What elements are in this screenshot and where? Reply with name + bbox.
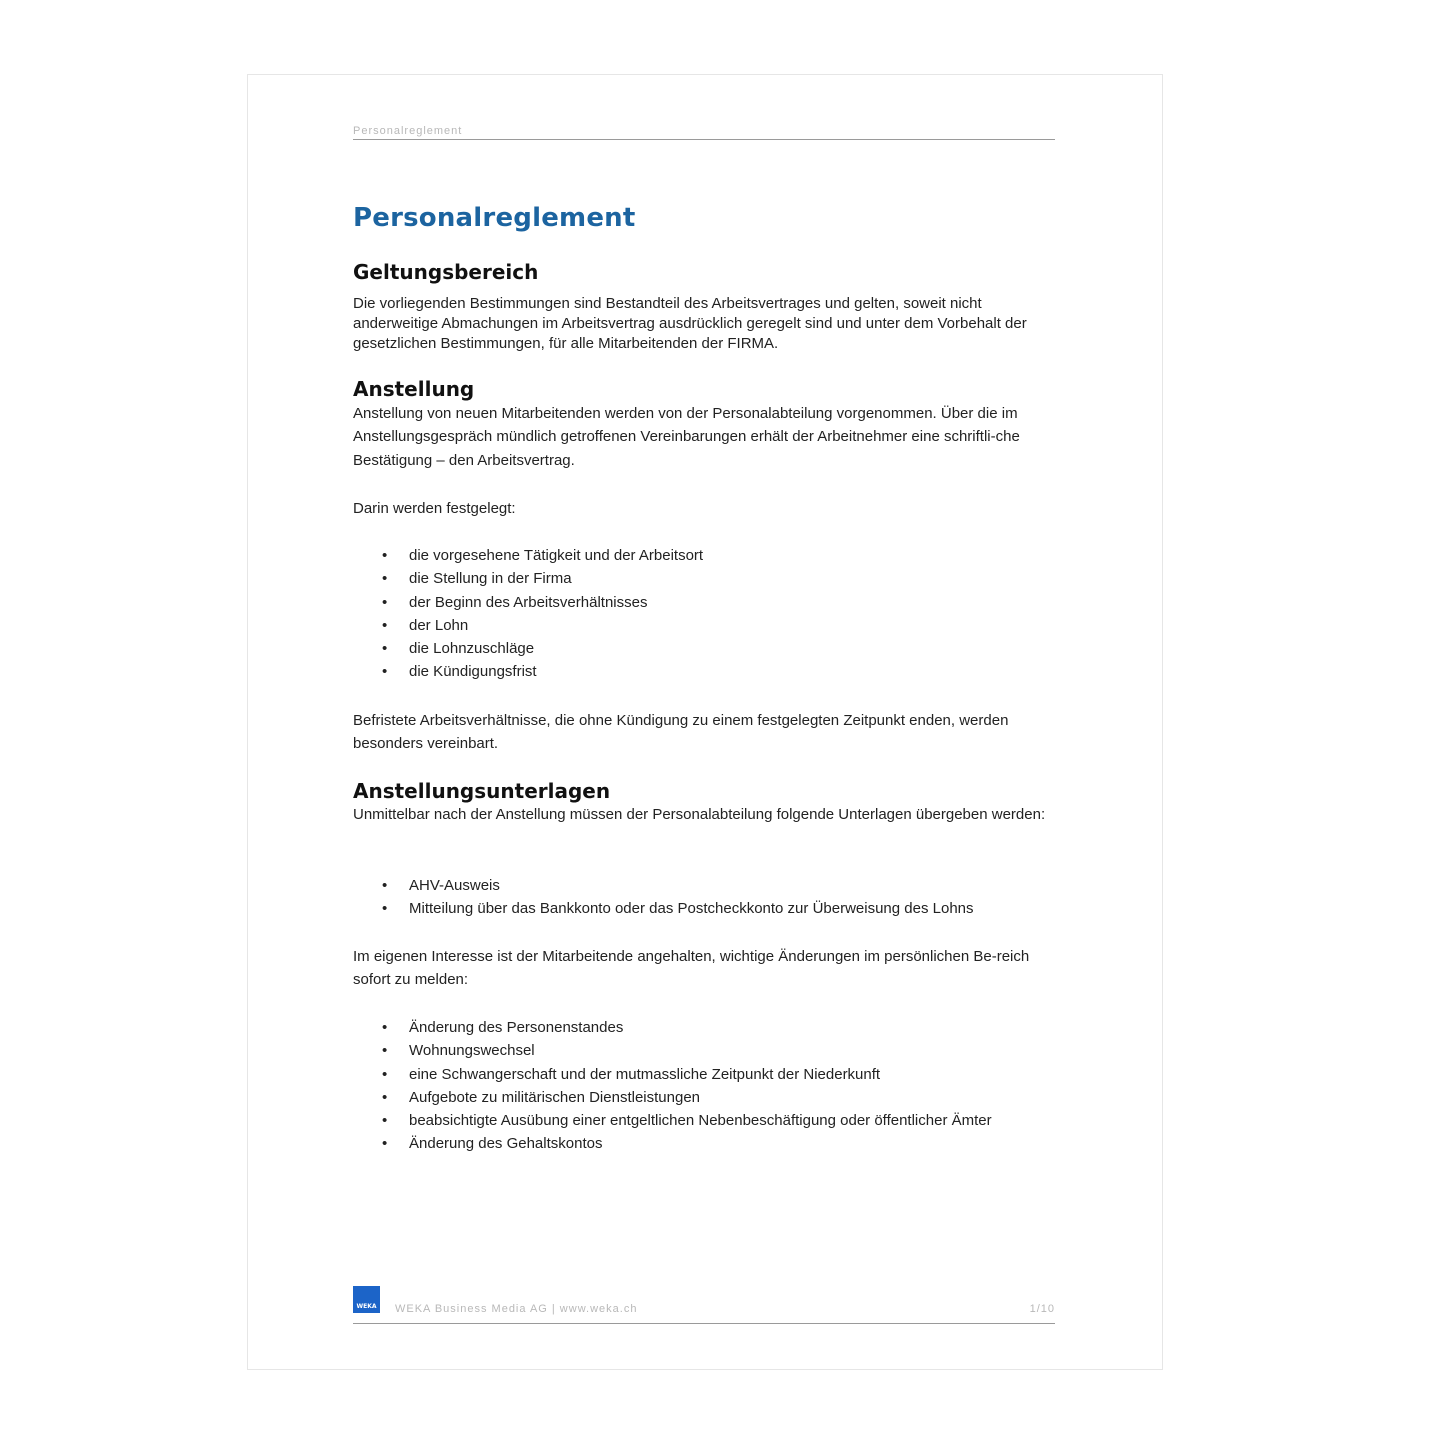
bullet-icon: • — [382, 663, 388, 681]
list-item: • Mitteilung über das Bankkonto oder das Postcheckkonto zur Überweisung des Lohns — [353, 897, 974, 920]
bullet-icon: • — [382, 570, 388, 588]
list-item: • eine Schwangerschaft und der mutmassliche Zeitpunkt der Niederkunft — [353, 1063, 992, 1086]
list-item: • beabsichtigte Ausübung einer entgeltlichen Nebenbeschäftigung oder öffentlicher Ämter — [353, 1109, 992, 1132]
paragraph-darin-festgelegt: Darin werden festgelegt: — [353, 500, 516, 517]
list-item: • der Lohn — [353, 614, 703, 637]
paragraph-unterlagen-intro: Unmittelbar nach der Anstellung müssen der Personalabteilung folgende Unterlagen übergeben werden: — [353, 806, 1046, 823]
bullet-icon: • — [382, 1019, 388, 1036]
bullet-icon: • — [382, 877, 388, 894]
list-item: • AHV-Ausweis — [353, 874, 974, 897]
weka-logo: WEKA — [353, 1286, 380, 1313]
list-item: • Änderung des Gehaltskontos — [353, 1132, 992, 1155]
page-footer — [353, 1283, 1055, 1324]
list-aenderungen — [353, 1016, 992, 1156]
paragraph-anstellung-intro: Anstellung von neuen Mitarbeitenden werden von der Personalabteilung vorgenommen. Über die im Anstellungsgespräch mündlich getroffenen Vereinbarungen erhält der Arbeitnehmer eine schriftli-che Bestätigung – den Arbeitsvertrag. — [353, 405, 1020, 469]
list-item: • die Lohnzuschläge — [353, 637, 703, 660]
list-item: • die vorgesehene Tätigkeit und der Arbeitsort — [353, 544, 703, 567]
footer-company-text: WEKA Business Media AG | www.weka.ch — [395, 1303, 638, 1315]
list-item: • der Beginn des Arbeitsverhältnisses — [353, 591, 703, 614]
bullet-icon: • — [382, 616, 388, 634]
document-page — [247, 74, 1163, 1370]
paragraph-aenderungen-intro: Im eigenen Interesse ist der Mitarbeitende angehalten, wichtige Änderungen im persönlichen Be-reich sofort zu melden: — [353, 948, 1030, 989]
list-item: • Änderung des Personenstandes — [353, 1016, 992, 1039]
bullet-icon: • — [382, 1112, 388, 1130]
list-unterlagen — [353, 874, 974, 921]
section-heading-geltungsbereich: Geltungsbereich — [353, 260, 539, 284]
bullet-icon: • — [382, 1135, 388, 1153]
bullet-icon: • — [382, 1065, 388, 1083]
bullet-icon: • — [382, 640, 388, 658]
bullet-icon: • — [382, 900, 388, 918]
list-item: • die Kündigungsfrist — [353, 660, 703, 683]
list-vertragsinhalte — [353, 544, 703, 684]
bullet-icon: • — [382, 593, 388, 611]
paragraph-befristete: Befristete Arbeitsverhältnisse, die ohne Kündigung zu einem festgelegten Zeitpunkt enden, werden besonders vereinbart. — [353, 712, 1009, 753]
list-item: • die Stellung in der Firma — [353, 567, 703, 590]
document-title: Personalreglement — [353, 203, 636, 233]
paragraph-geltungsbereich: Die vorliegenden Bestimmungen sind Bestandteil des Arbeitsvertrages und gelten, soweit nicht anderweitige Abmachungen im Arbeitsvertrag ausdrücklich geregelt sind und unter dem Vorbehalt der gesetzlichen Bestimmungen, für alle Mitarbeitenden der FIRMA. — [353, 295, 1027, 352]
bullet-icon: • — [382, 1042, 388, 1060]
list-item: • Wohnungswechsel — [353, 1039, 992, 1062]
page-number: 1/10 — [1029, 1303, 1055, 1315]
section-heading-anstellung: Anstellung — [353, 377, 475, 401]
list-item: • Aufgebote zu militärischen Dienstleistungen — [353, 1086, 992, 1109]
bullet-icon: • — [382, 547, 388, 564]
bullet-icon: • — [382, 1088, 388, 1106]
section-heading-anstellungsunterlagen: Anstellungsunterlagen — [353, 779, 611, 803]
running-header: Personalreglement — [353, 125, 1055, 140]
